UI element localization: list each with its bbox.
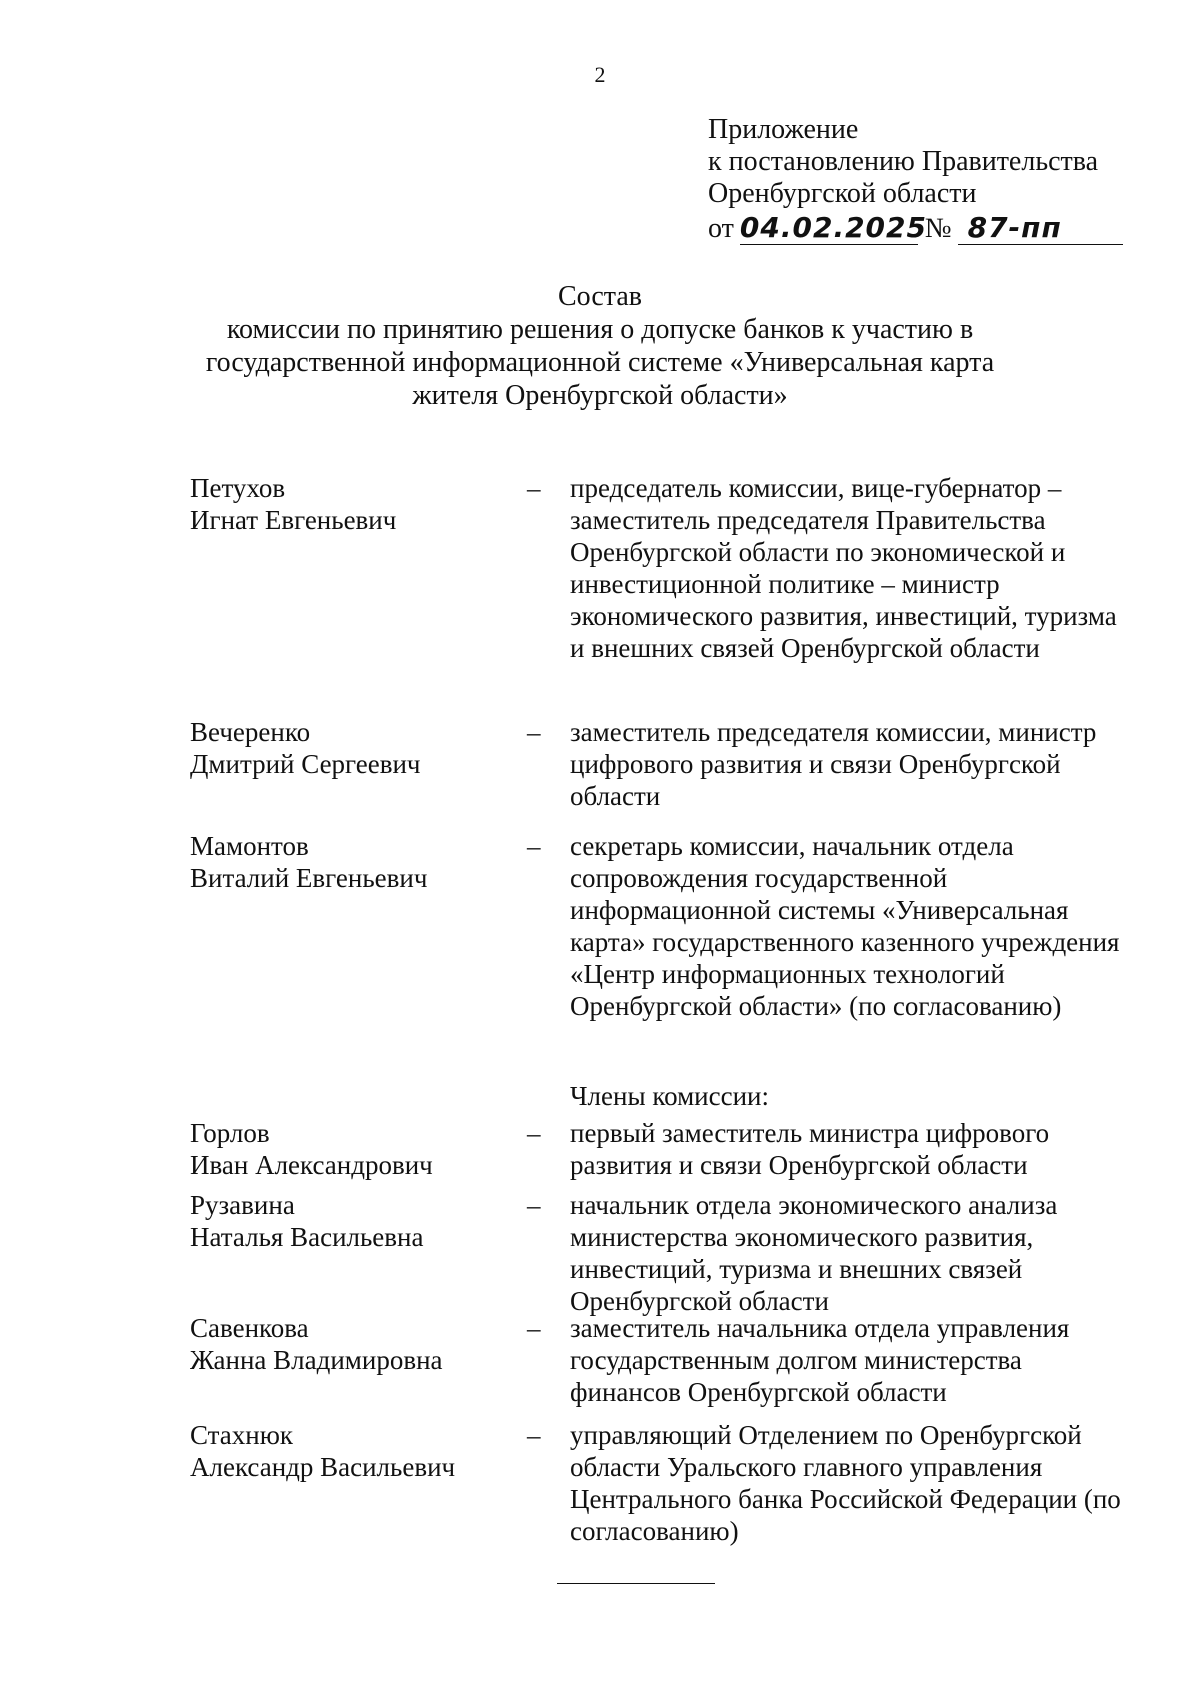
dash-separator: – <box>527 831 541 861</box>
member-name <box>190 1117 520 1181</box>
members-heading: Члены комиссии: <box>570 1081 769 1111</box>
document-title <box>0 280 1200 412</box>
member-role: заместитель начальника отдела управления государственным долгом министерства финансов Оренбургской области <box>570 1313 1070 1407</box>
member-given-names: Иван Александрович <box>190 1150 433 1180</box>
from-label: от <box>708 213 734 244</box>
member-role: заместитель председателя комиссии, министр цифрового развития и связи Оренбургской области <box>570 717 1097 811</box>
appendix-header <box>708 114 1123 245</box>
member-role: председатель комиссии, вице-губернатор – заместитель председателя Правительства Оренбургской области по экономической и инвестиционной политике – министр экономического развития, инвестиций, туризма и внешних связей Оренбургской области <box>570 473 1117 663</box>
member-given-names: Наталья Васильевна <box>190 1222 424 1252</box>
member-given-names: Александр Васильевич <box>190 1452 456 1482</box>
member-surname: Стахнюк <box>190 1420 294 1450</box>
handwritten-date: 04.02.2025 <box>739 211 928 244</box>
member-given-names: Игнат Евгеньевич <box>190 505 397 535</box>
member-role: секретарь комиссии, начальник отдела сопровождения государственной информационной системы «Универсальная карта» государственного казенного учреждения «Центр информационных технологий Оренбургской области» (по согласованию) <box>570 831 1120 1021</box>
member-name <box>190 1312 520 1376</box>
member-role: первый заместитель министра цифрового развития и связи Оренбургской области <box>570 1118 1050 1180</box>
page-number: 2 <box>594 62 606 87</box>
member-name <box>190 1419 520 1483</box>
dash-separator: – <box>527 1313 541 1343</box>
member-name <box>190 716 520 780</box>
member-name <box>190 472 520 536</box>
member-name <box>190 1189 520 1253</box>
appendix-region: Оренбургской области <box>708 178 977 209</box>
member-given-names: Жанна Владимировна <box>190 1345 443 1375</box>
title-line-4: жителя Оренбургской области» <box>412 380 788 411</box>
member-surname: Горлов <box>190 1118 270 1148</box>
appendix-title: Приложение <box>708 114 859 145</box>
member-surname: Вечеренко <box>190 717 311 747</box>
member-surname: Рузавина <box>190 1190 295 1220</box>
closing-rule <box>557 1583 715 1584</box>
dash-separator: – <box>527 1420 541 1450</box>
dash-separator: – <box>527 717 541 747</box>
dash-separator: – <box>527 1118 541 1148</box>
member-name <box>190 830 520 894</box>
dash-separator: – <box>527 473 541 503</box>
member-surname: Мамонтов <box>190 831 309 861</box>
member-given-names: Виталий Евгеньевич <box>190 863 428 893</box>
member-surname: Савенкова <box>190 1313 309 1343</box>
title-line-1: Состав <box>557 281 643 312</box>
title-line-3: государственной информационной системе «Универсальная карта <box>205 347 995 378</box>
member-surname: Петухов <box>190 473 286 503</box>
appendix-reference: к постановлению Правительства <box>708 146 1099 177</box>
appendix-date-line <box>708 212 1123 245</box>
title-line-2: комиссии по принятию решения о допуске банков к участию в <box>226 314 974 345</box>
number-label: № <box>924 213 952 244</box>
member-given-names: Дмитрий Сергеевич <box>190 749 421 779</box>
dash-separator: – <box>527 1190 541 1220</box>
handwritten-number: 87-пп <box>958 212 1123 245</box>
member-role: управляющий Отделением по Оренбургской области Уральского главного управления Центрального банка Российской Федерации (по согласованию) <box>570 1420 1121 1546</box>
member-role: начальник отдела экономического анализа министерства экономического развития, инвестиций, туризма и внешних связей Оренбургской области <box>570 1190 1058 1316</box>
